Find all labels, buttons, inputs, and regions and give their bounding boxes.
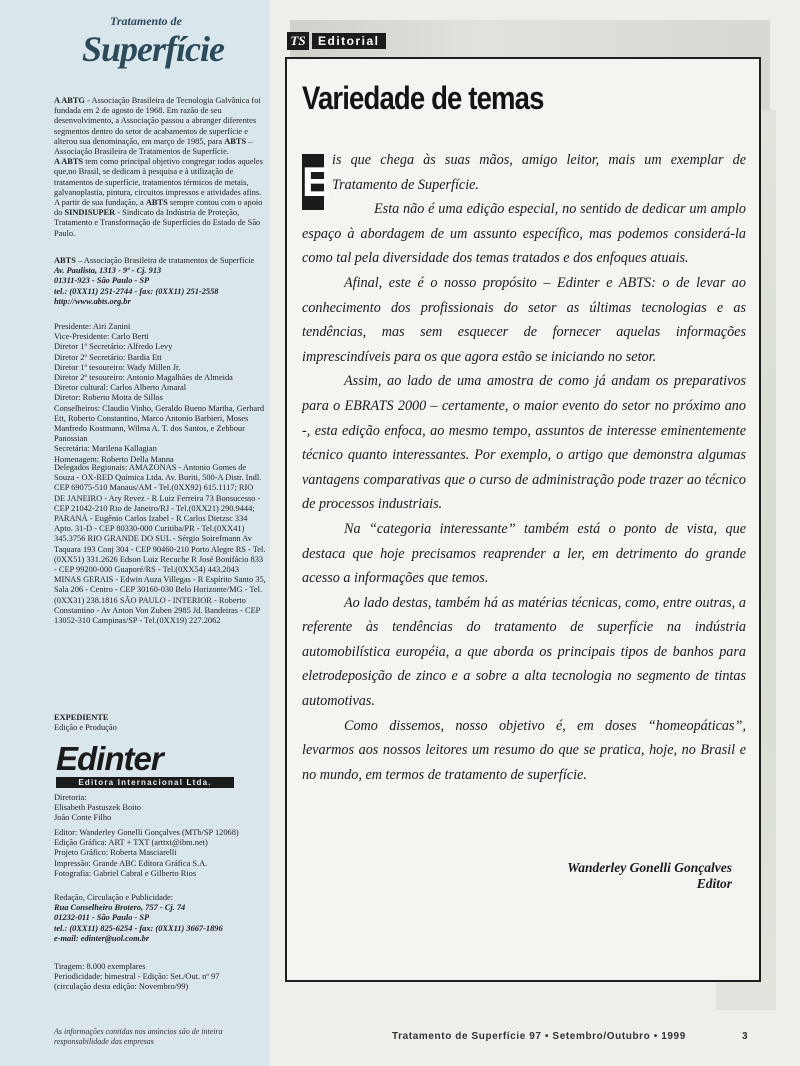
address-line: Av. Paulista, 1313 - 9º - Cj. 913 xyxy=(54,266,162,276)
board-item: Vice-Presidente: Carlo Berti xyxy=(54,332,149,342)
paragraph: Ao lado destas, também há as matérias técnicas, como, entre outras, a referente às tendências do tratamento de superfície na indústria automobilística européia, a que aborda os principais tipos de banhos para eletrodeposição de zinco e a sobre a alta tecnologia no segmento de tintas automotivas. xyxy=(302,594,746,710)
address-link[interactable]: http://www.abts.org.br xyxy=(54,296,131,306)
expediente-heading xyxy=(54,713,266,733)
board-list xyxy=(54,322,266,465)
sidebar xyxy=(0,0,270,1066)
redacao-line: tel.: (0XX11) 825-6254 - fax: (0XX11) 3667-1896 xyxy=(54,923,223,933)
about-abts-mid: sempre contou com o apoio do xyxy=(54,198,263,218)
paragraph: Afinal, este é o nosso propósito – Edinter e ABTS: o de levar ao conhecimento dos profissionais do setor as últimas tecnologias e as tendências, mas sem esquecer de fornecer aquelas informações imprescindíveis para os que agora estão se iniciando no setor. xyxy=(302,274,746,365)
board-item: Conselheiros: Claudio Vinho, Geraldo Bueno Martha, Gerhard Ett, Roberto Constantino, Marco Antonio Barbieri, Moses Manfredo Kostmann, Wilma A. T. dos Santos, e Zehbour Panossian xyxy=(54,403,265,444)
board-item: Homenagem: Roberto Della Manna xyxy=(54,454,174,464)
about-abts-text: tem como principal objetivo congregar todos aqueles que,no Brasil, se dedicam à pesquisa e à utilização de tratamentos de superfície, tratamentos térmicos de metais, galvanoplastia, pintura, circuitos impressos e atividades afins. A partir de sua fundação, a xyxy=(54,157,263,208)
credit-item: Edição Gráfica: ART + TXT (arttxt@ibm.net) xyxy=(54,838,208,848)
address-line: 01311-923 - São Paulo - SP xyxy=(54,276,150,286)
edinter-logo xyxy=(56,742,236,788)
expediente-title: EXPEDIENTE xyxy=(54,713,109,722)
paragraph xyxy=(302,148,746,205)
directors-block xyxy=(54,793,266,824)
about-abtg-text: - Associação Brasileira de Tecnologia Galvânica foi fundada em 2 de agosto de 1968. Em razão de seu desenvolvimento, a Associação passou a abranger diferentes segmentos dentro do setor de acabamentos de superfície e alterou sua denominação, em março de 1985, para xyxy=(54,96,261,146)
ts-logo-icon: TS xyxy=(287,32,309,50)
board-item: Secretária: Marilena Kallagian xyxy=(54,444,157,454)
about-abts-name: ABTS xyxy=(224,136,247,146)
credit-item: Impressão: Grande ABC Editora Gráfica S.A. xyxy=(54,858,208,868)
about-abts-end: – Associação Brasileira de Tratamentos de Superfície. xyxy=(54,136,253,157)
paragraph: Esta não é uma edição especial, no sentido de dedicar um amplo espaço à abordagem de um assunto específico, mas podemos considerá-la como tal pela diversidade dos temas tratados e dos enfoques atuais. xyxy=(302,201,746,267)
signature xyxy=(470,860,732,892)
about-abts-name-2: ABTS xyxy=(145,198,168,208)
edinter-bar: Editora Internacional Ltda. xyxy=(56,777,234,788)
delegates-text: Delegados Regionais: AMAZONAS - Antonio Gomes de Souza - OX-RED Química Ltda. Av. Buriti, 500-A Distr. Indl. CEP 69075-510 Manaus/AM - Tel.(0XX92) 615.1117; RIO DE JANEIRO - Ary Revez - R Luiz Ferreira 73 Bonsucesso - CEP 21042-210 Rio de Janeiro/RJ - Tel.(0XX21) 290.9444; PARANÁ - Eugênio Carlos Izabel - R Carlos Dietzsc 334 Apto. 31-D - CEP 80330-000 Curitiba/PR - Tel.(0XX41) 345.3756 RIO GRANDE DO SUL - Sérgio Soirefmann Av Taquara 193 Conj 304 - CEP 90460-210 Porto Alegre RS - Tel.(0XX51) 331.2626 Edson Luiz Recuche R José Bonifácio 833 - CEP 99200-000 Guaporé/RS - Tel.(0XX54) 443.2043 MINAS GERAIS - Edwin Auza Villegas - R Espírito Santo 35, Sala 206 - Centro - CEP 30160-030 Belo Horizonte/MG - Tel.(0XX31) 238.1816 SÃO PAULO - INTERIOR - Roberto Constantino - Av Anton Von Zuben 2985 Jd. Bandeiras - CEP 13052-310 Campinas/SP - Tel.(0XX19) 227.2062 xyxy=(54,463,266,626)
editorial-body xyxy=(302,148,746,787)
paragraph: Na “categoria interessante” também está o ponto de vista, que destaca que hoje precisamos reaprender a ler, em detrimento do grande acesso a informações que temos. xyxy=(302,520,746,587)
magazine-logo-big: Superfície xyxy=(82,29,224,69)
board-item: Presidente: Airi Zanini xyxy=(54,322,131,331)
about-abts-title: A ABTS xyxy=(54,157,84,167)
paragraph-text: is que chega às suas mãos, amigo leitor, mais um exemplar de Tratamento de Superfície. xyxy=(332,152,746,193)
tiragem-item: (circulação desta edição: Novembro/99) xyxy=(54,982,189,992)
credit-item: Fotografia: Gabriel Cabral e Gilberto Rios xyxy=(54,868,197,878)
magazine-logo xyxy=(82,14,232,74)
board-item: Diretor 1º Secretário: Alfredo Levy xyxy=(54,342,173,352)
expediente-sub: Edição e Produção xyxy=(54,723,117,733)
address-title: ABTS xyxy=(54,256,76,265)
redacao-line: 01232-011 - São Paulo - SP xyxy=(54,913,150,923)
paragraph: Como dissemos, nosso objetivo é, em doses “homeopáticas”, levarmos aos nossos leitores um resumo do que se pratica, hoje, no Brasil e no mundo, em termos de tratamento de superfície. xyxy=(302,717,746,783)
signature-name: Wanderley Gonelli Gonçalves xyxy=(567,860,732,875)
section-label: Editorial xyxy=(312,33,386,49)
magazine-logo-small: Tratamento de xyxy=(110,14,182,28)
credit-item: Projeto Gráfico: Roberta Masciarelli xyxy=(54,848,177,858)
address-sub: – Associação Brasileira de tratamentos de Superfície xyxy=(77,256,255,265)
page-number: 3 xyxy=(742,1031,748,1042)
redacao-block xyxy=(54,893,266,944)
dropcap: E xyxy=(302,154,324,210)
tiragem-item: Periodicidade: bimestral - Edição: Set./Out. nº 97 xyxy=(54,972,220,982)
paragraph: Assim, ao lado de uma amostra de como já andam os preparativos para o EBRATS 2000 – certamente, o maior evento do setor no próximo ano -, esta edição enfoca, ao mesmo tempo, assuntos de interesse eminentemente técnico quanto interessantes. Por exemplo, o artigo que demonstra algumas vantagens comparativas que o curso de administração pode trazer ao técnico de processos industriais. xyxy=(302,373,746,513)
credits-block xyxy=(54,828,266,879)
about-sindisuper-end: - Sindicato da Indústria de Proteção, Tratamento e Transformação de Superfícies do Estado de São Paulo. xyxy=(54,208,261,238)
edinter-wordmark: Edinter xyxy=(56,740,163,777)
section-tag xyxy=(287,32,386,50)
tiragem-item: Tiragem: 8.000 exemplares xyxy=(54,962,146,971)
about-section xyxy=(54,96,266,239)
tiragem-block xyxy=(54,962,266,993)
directors-item: João Conte Filho xyxy=(54,813,112,823)
board-item: Diretor 2º Secretário: Bardia Ett xyxy=(54,352,162,362)
redacao-line: Rua Conselheiro Brotero, 757 - Cj. 74 xyxy=(54,903,186,913)
redacao-email[interactable]: e-mail: edinter@uol.com.br xyxy=(54,933,150,943)
signature-role: Editor xyxy=(696,876,732,891)
redacao-title: Redação, Circulação e Publicidade: xyxy=(54,893,174,902)
address-line: tel.: (0XX11) 251-2744 - fax: (0XX11) 251-2558 xyxy=(54,286,219,296)
regional-delegates xyxy=(54,463,266,626)
board-item: Diretor 1º tesoureiro: Wady Millen Jr. xyxy=(54,362,181,372)
ads-disclaimer: As informações contidas nos anúncios são de inteira responsabilidade das empresas xyxy=(54,1027,223,1046)
credit-item: Editor: Wanderley Gonelli Gonçalves (MTb/SP 12068) xyxy=(54,828,239,837)
headline: Variedade de temas xyxy=(302,80,544,116)
directors-item: Elisabeth Pastuszek Boito xyxy=(54,803,141,813)
page-footer: Tratamento de Superfície 97 • Setembro/Outubro • 1999 xyxy=(392,1031,686,1042)
about-sindisuper: SINDISUPER xyxy=(64,208,116,218)
directors-item: Diretoria: xyxy=(54,793,87,802)
address-block xyxy=(54,256,266,307)
about-abtg-title: A ABTG xyxy=(54,96,85,105)
board-item: Diretor cultural: Carlos Alberto Amaral xyxy=(54,383,187,393)
board-item: Diretor 2º tesoureiro: Antonio Magalhães de Almeida xyxy=(54,373,233,383)
board-item: Diretor: Roberto Motta de Sillos xyxy=(54,393,163,403)
